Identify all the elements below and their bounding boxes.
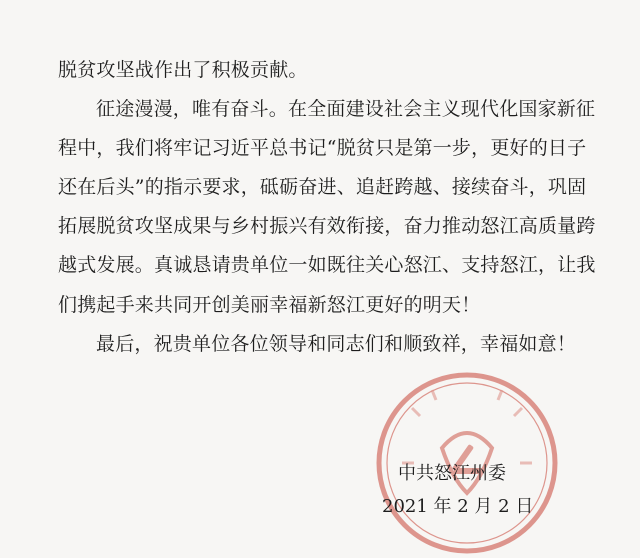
paragraph-2-line-5: 越式发展。真诚恳请贵单位一如既往关心怒江、支持怒江，让我 <box>58 254 596 276</box>
paragraph-1-tail: 脱贫攻坚战作出了积极贡献。 <box>58 59 308 81</box>
letter-date: 2021 年 2 月 2 日 <box>382 496 534 517</box>
paragraph-2-line-2: 程中，我们将牢记习近平总书记“脱贫只是第一步，更好的日子 <box>58 137 587 159</box>
closing-paragraph: 最后，祝贵单位各位领导和同志们和顺致祥，幸福如意！ <box>96 333 577 355</box>
paragraph-2-line-6: 们携起手来共同开创美丽幸福新怒江更好的明天！ <box>58 294 481 316</box>
paragraph-2-line-4: 拓展脱贫攻坚成果与乡村振兴有效衔接，奋力推动怒江高质量跨 <box>58 215 596 237</box>
paragraph-2-line-1: 征途漫漫，唯有奋斗。在全面建设社会主义现代化国家新征 <box>96 98 596 120</box>
signer-name: 中共怒江州委 <box>398 463 506 484</box>
paragraph-2-line-3: 还在后头”的指示要求，砥砺奋进、追赶跨越、接续奋斗，巩固 <box>58 176 587 198</box>
